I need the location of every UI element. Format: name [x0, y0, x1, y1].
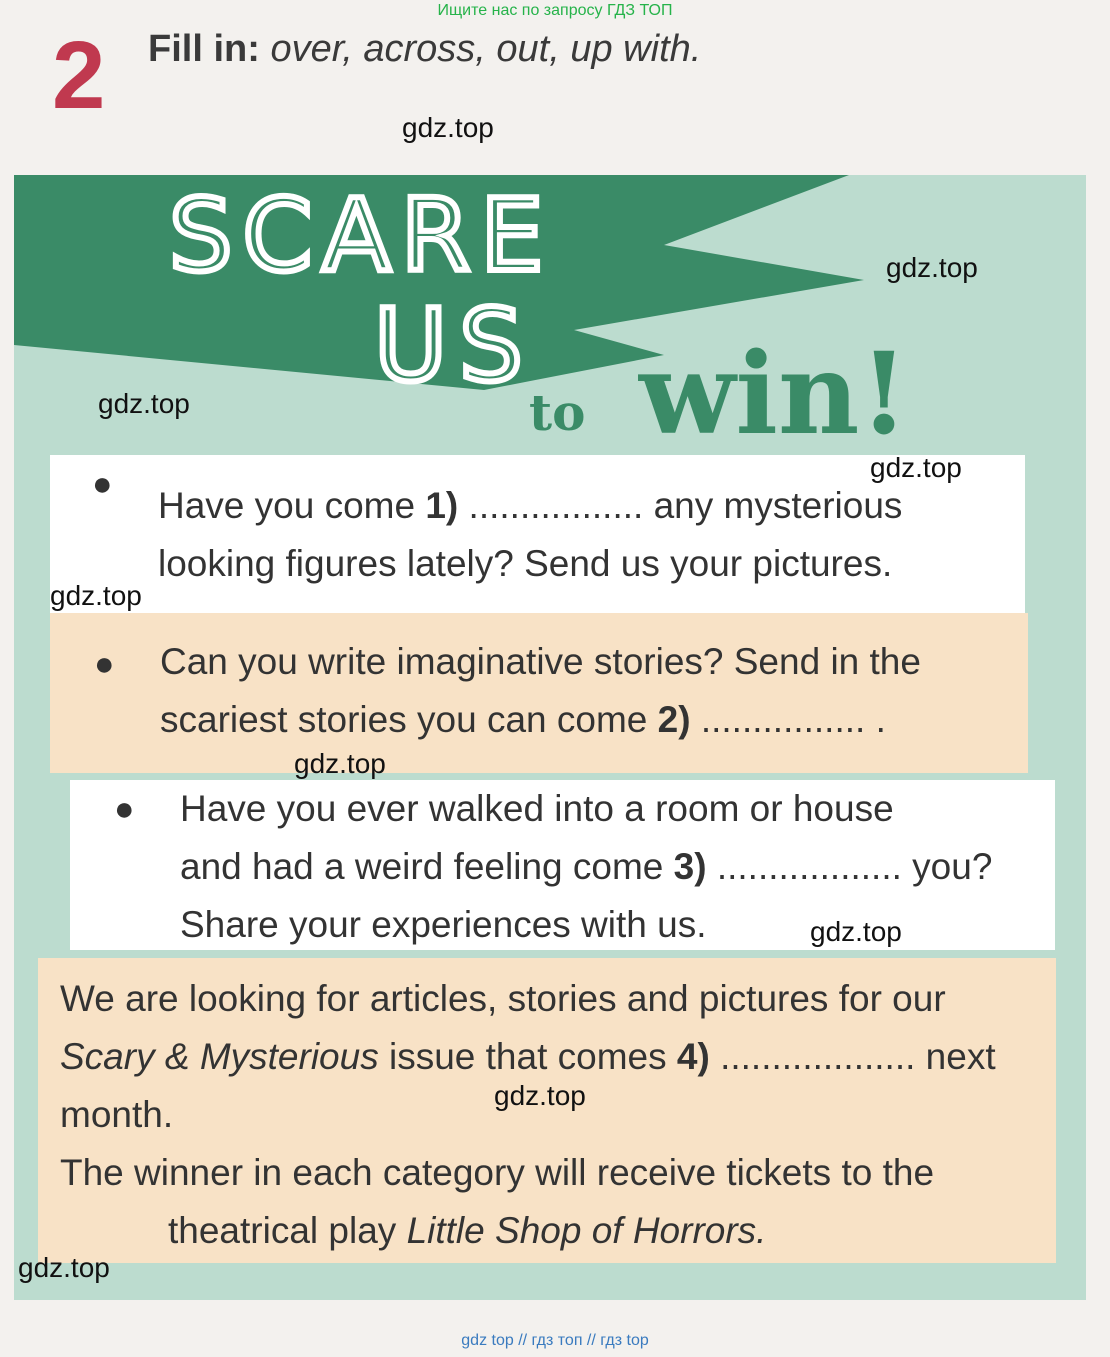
watermark: gdz.top [18, 1252, 110, 1283]
bullet: ● [114, 790, 135, 828]
watermark: gdz.top [886, 252, 978, 283]
heading-to: to [529, 383, 586, 442]
bullet: ● [92, 465, 113, 503]
closing-line-2: Scary & Mysterious issue that comes 4) ................... next [60, 1036, 996, 1077]
item-3-box [70, 780, 1055, 950]
item-3-line-1: Have you ever walked into a room or house [180, 788, 894, 829]
item-1-line-1: Have you come 1) ................. any mysterious [158, 485, 903, 526]
item-2-line-2: scariest stories you can come 2) ................ . [160, 699, 886, 740]
watermark: gdz.top [870, 452, 962, 483]
exercise-instruction [148, 30, 701, 68]
watermark: gdz.top [50, 580, 142, 611]
gap-4-number: 4) [676, 1036, 710, 1077]
item-1-line-2: looking figures lately? Send us your pictures. [158, 543, 893, 584]
watermark: gdz.top [98, 388, 190, 419]
gap-2-number: 2) [657, 699, 691, 740]
closing-line-5: theatrical play Little Shop of Horrors. [168, 1210, 767, 1251]
issue-title: Scary & Mysterious [60, 1036, 379, 1077]
closing-line-3: month. [60, 1094, 174, 1135]
heading-win: win! [639, 329, 909, 445]
watermark: gdz.top [402, 112, 494, 143]
play-title: Little Shop of Horrors. [406, 1210, 767, 1251]
footer-links[interactable]: gdz top // гдз топ // гдз top [461, 1332, 649, 1349]
item-3-line-2: and had a weird feeling come 3) .................. you? [180, 846, 993, 887]
instruction-label: Fill in: [148, 28, 260, 70]
watermark: gdz.top [494, 1080, 586, 1111]
site-banner[interactable]: Ищите нас по запросу ГДЗ ТОП [437, 2, 673, 19]
gap-1-number: 1) [425, 485, 459, 526]
item-2-box [50, 613, 1028, 773]
closing-line-4: The winner in each category will receive tickets to the [60, 1152, 935, 1193]
bullet: ● [94, 645, 115, 683]
watermark: gdz.top [810, 916, 902, 947]
watermark: gdz.top [294, 748, 386, 779]
instruction-words: over, across, out, up with. [270, 28, 702, 70]
gap-3-number: 3) [673, 846, 707, 887]
item-3-line-3: Share your experiences with us. [180, 904, 707, 945]
exercise-number: 2 [52, 22, 106, 129]
closing-line-1: We are looking for articles, stories and pictures for our [60, 978, 946, 1019]
item-2-line-1: Can you write imaginative stories? Send in the [160, 641, 921, 682]
heading-scare: SCARE [169, 177, 554, 294]
heading-us: US [374, 287, 535, 404]
